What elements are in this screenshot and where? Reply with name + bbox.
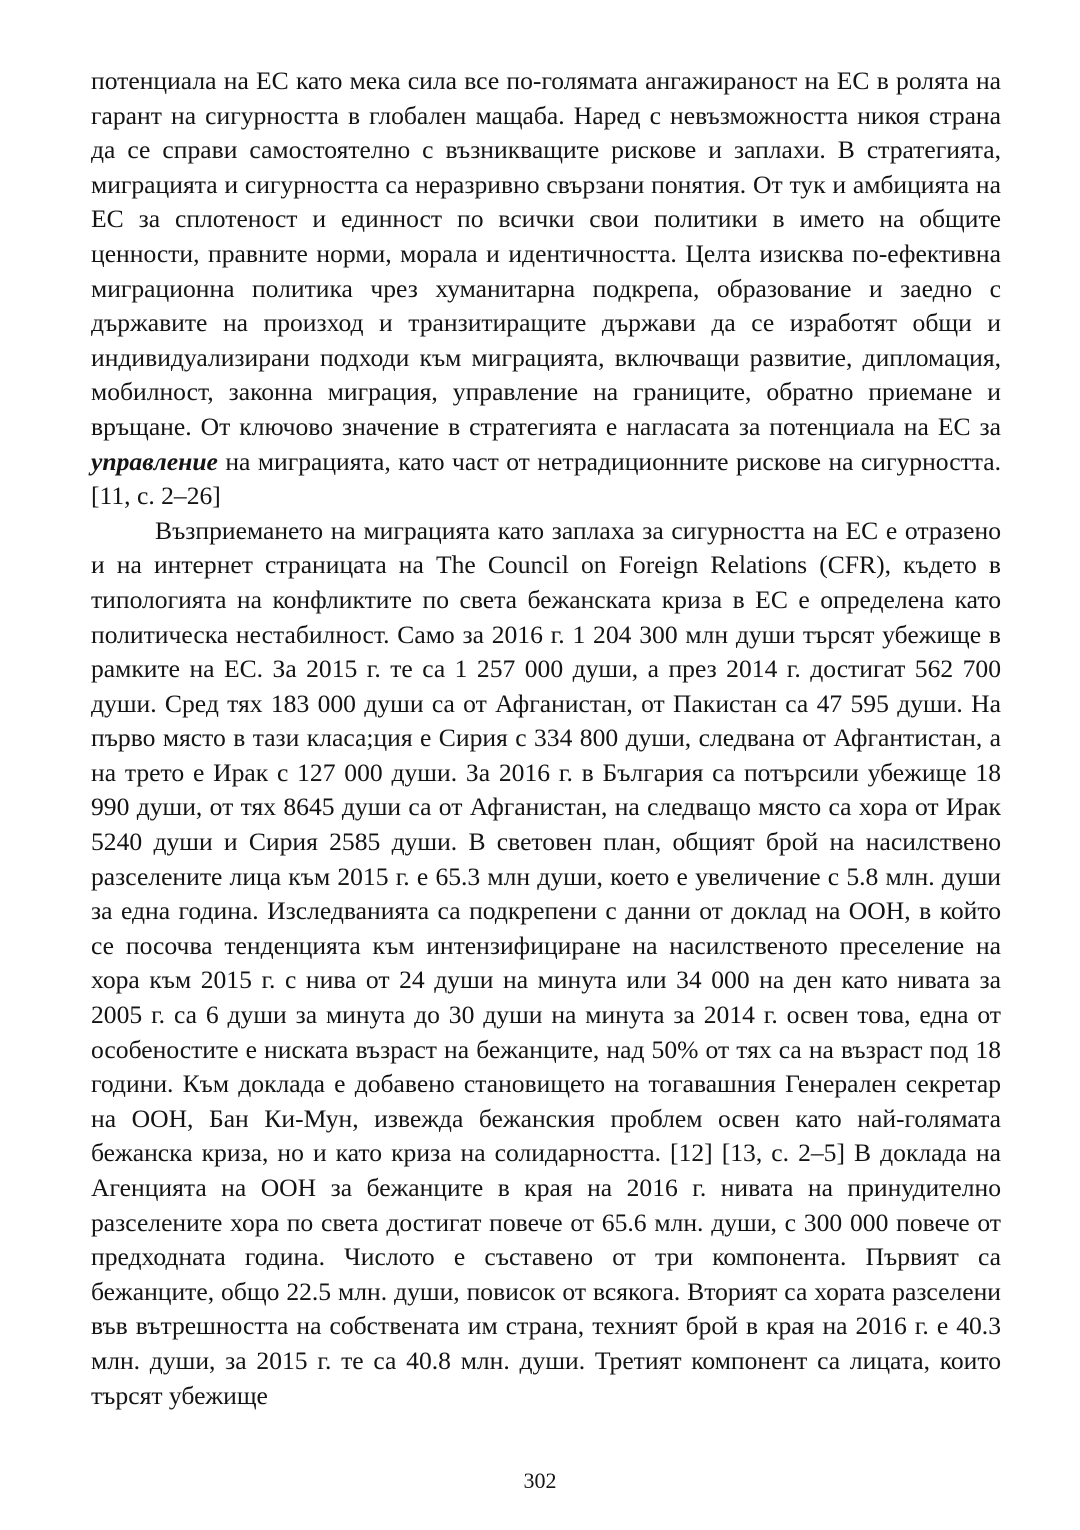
page-number: 302 — [523, 1468, 557, 1493]
paragraph-text: на миграцията, като част от нетрадиционните рискове на сигурността.[11, с. 2–26] — [91, 446, 1001, 511]
body-text — [91, 64, 1001, 1413]
paragraph — [91, 64, 1001, 514]
paragraph-text: потенциала на ЕС като мека сила все по-голямата ангажираност на ЕС в ролята на гарант на сигурността в глобален мащаба. Наред с невъзможността никоя страна да се справи самостоятелно с възникващите рискове и заплахи. В стратегията, миграцията и сигурността са неразривно свързани понятия. От тук и амбицията на ЕС за сплотеност и единност по всички свои политики в името на общите ценности, правните норми, морала и идентичността. Целта изисква по-ефективна миграционна политика чрез хуманитарна подкрепа, образование и заедно с държавите на произход и транзитиращите държави да се изработят общи и индивидуализирани подходи към миграцията, включващи развитие, дипломация, мобилност, законна миграция, управление на границите, обратно приемане и връщане. От ключово значение в стратегията е нагласата за потенциала на ЕС за — [91, 66, 1001, 441]
paragraph: Възприемането на миграцията като заплаха за сигурността на ЕС е отразено и на интернет страницата на The Council on Foreign Relations (CFR), където в типологията на конфликтите по света бежанската криза в ЕС е определена като политическа нестабилност. Само за 2016 г. 1 204 300 млн души търсят убежище в рамките на ЕС. За 2015 г. те са 1 257 000 души, а през 2014 г. достигат 562 700 души. Сред тях 183 000 души са от Афганистан, от Пакистан са 47 595 души. На първо място в тази класа;ция е Сирия с 334 800 души, следвана от Афгантистан, а на трето е Ирак с 127 000 души. За 2016 г. в България са потърсили убежище 18 990 души, от тях 8645 души са от Афганистан, на следващо място са хора от Ирак 5240 души и Сирия 2585 души. В световен план, общият брой на насилствено разселените лица към 2015 г. е 65.3 млн души, което е увеличение с 5.8 млн. души за една година. Изследванията са подкрепени с данни от доклад на ООН, в който се посочва тенденцията към интензифициране на насилственото преселение на хора към 2015 г. с нива от 24 души на минута или 34 000 на ден като нивата за 2005 г. са 6 души за минута до 30 души на минута за 2014 г. освен това, една от особеностите е ниската възраст на бежанците, над 50% от тях са на възраст под 18 години. Към доклада е добавено становището на тогавашния Генерален секретар на ООН, Бан Ки-Мун, извежда бежанския проблем освен като най-голямата бежанска криза, но и като криза на солидарността. [12] [13, с. 2–5] В доклада на Агенцията на ООН за бежанците в края на 2016 г. нивата на принудително разселените хора по света достигат повече от 65.6 млн. души, с 300 000 повече от предходната година. Числото е съставено от три компонента. Първият са бежанците, общо 22.5 млн. души, повисок от всякога. Вторият са хората разселени във вътрешността на собствената им страна, техният брой в края на 2016 г. е 40.3 млн. души, за 2015 г. те са 40.8 млн. души. Третият компонент са лицата, които търсят убежище — [91, 515, 1001, 1410]
emphasized-term: управление — [91, 446, 218, 476]
